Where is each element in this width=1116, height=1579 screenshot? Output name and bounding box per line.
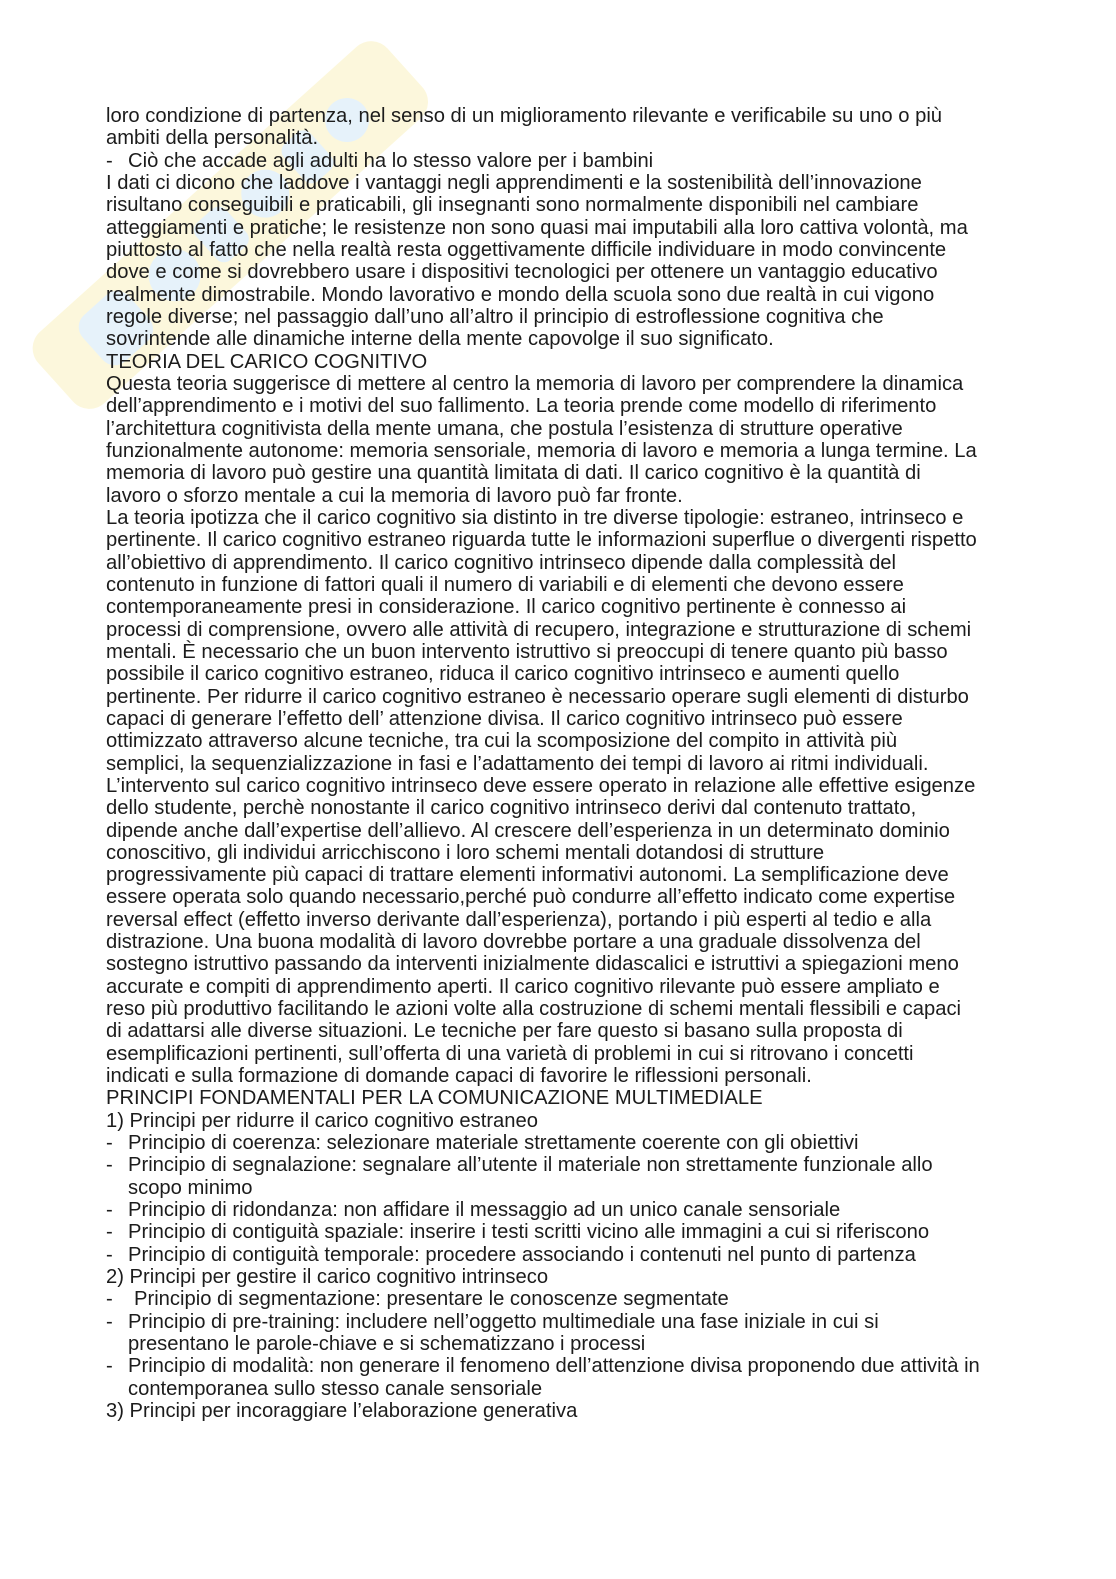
body-line: piuttosto al fatto che nella realtà resta oggettivamente difficile individuare in modo convincente <box>106 238 947 261</box>
list-item-text <box>128 150 653 172</box>
body-line: I dati ci dicono che laddove i vantaggi negli apprendimenti e la sostenibilità dell’innovazione <box>106 171 922 194</box>
list-item <box>106 1288 1106 1310</box>
bullet-marker: - <box>106 1355 113 1378</box>
paragraph-intro <box>106 105 1106 150</box>
paragraph-teachers <box>106 172 1106 351</box>
body-line: reso più produttivo facilitando le azioni volte alla costruzione di schemi mentali flessibili e capaci <box>106 998 962 1021</box>
bullet-marker: - <box>106 1288 113 1311</box>
list-item <box>106 1244 1106 1266</box>
list-item-text <box>128 1199 840 1221</box>
body-line: progressivamente più capaci di trattare elementi informativi autonomi. La semplificazione deve <box>106 864 949 887</box>
body-line: sostegno istruttivo passando da interventi inizialmente didascalici e istruttivi a spiegazioni meno <box>106 953 959 976</box>
body-line: Principio di ridondanza: non affidare il messaggio ad un unico canale sensoriale <box>128 1199 841 1222</box>
body-line: reversal effect (effetto inverso derivante dall’esperienza), portando i più esperti al tedio e alla <box>106 908 932 931</box>
body-line: distrazione. Una buona modalità di lavoro dovrebbe portare a una graduale dissolvenza del <box>106 931 921 954</box>
body-line: dello studente, perchè nonostante il carico cognitivo intrinseco derivi dal contenuto trattato, <box>106 797 917 820</box>
body-line: di adattarsi alle diverse situazioni. Le tecniche per fare questo si basano sulla proposta di <box>106 1020 903 1043</box>
group-label: 2) Principi per gestire il carico cognitivo intrinseco <box>106 1266 549 1289</box>
body-line: mentali. È necessario che un buon intervento istruttivo si preoccupi di tenere quanto più basso <box>106 640 948 663</box>
list-item-text <box>128 1132 859 1154</box>
body-line: dove e come si dovrebbero usare i dispositivi tecnologici per ottenere un vantaggio educativo <box>106 261 938 284</box>
body-line: conoscitivo, gli individui arricchiscono i loro schemi mentali dotandosi di strutture <box>106 841 825 864</box>
document-body <box>106 105 1106 1422</box>
body-line: lavoro o sforzo mentale a cui la memoria di lavoro può far fronte. <box>106 484 683 507</box>
list-item <box>106 1132 1106 1154</box>
section-heading: PRINCIPI FONDAMENTALI PER LA COMUNICAZIONE MULTIMEDIALE <box>106 1087 763 1110</box>
body-line: ambiti della personalità. <box>106 127 319 150</box>
bullet-marker: - <box>106 1132 113 1155</box>
body-line: essere operata solo quando necessario,perché può condurre all’effetto indicato come expertise <box>106 886 956 909</box>
body-line: realmente dimostrabile. Mondo lavorativo e mondo della scuola sono due realtà in cui vigono <box>106 283 935 306</box>
body-line: La teoria ipotizza che il carico cognitivo sia distinto in tre diverse tipologie: estraneo, intrinseco e <box>106 506 964 529</box>
body-line: Principio di segmentazione: presentare le conoscenze segmentate <box>134 1288 729 1311</box>
body-line: indicati e sulla formazione di domande capaci di favorire le riflessioni personali. <box>106 1065 812 1088</box>
paragraph-load-types <box>106 507 1106 1088</box>
group-label: 1) Principi per ridurre il carico cognitivo estraneo <box>106 1109 538 1132</box>
bullet-marker: - <box>106 1310 113 1333</box>
list-item <box>106 1355 1106 1400</box>
principle-group <box>106 1110 1106 1266</box>
body-line: Principio di coerenza: selezionare materiale strettamente coerente con gli obiettivi <box>128 1132 859 1155</box>
body-line: pertinente. Il carico cognitivo estraneo riguarda tutte le informazioni superflue o divergenti rispetto <box>106 529 977 552</box>
bullet-marker: - <box>106 1221 113 1244</box>
body-line: contenuto in funzione di fattori quali il numero di variabili e di elementi che devono essere <box>106 573 904 596</box>
body-line: atteggiamenti e pratiche; le resistenze non sono quasi mai imputabili alla loro cattiva volontà, ma <box>106 216 968 239</box>
body-line: contemporaneamente presi in considerazione. Il carico cognitivo pertinente è connesso ai <box>106 596 907 619</box>
list-item-text <box>128 1311 879 1356</box>
body-line: risultano conseguibili e praticabili, gli insegnanti sono normalmente disponibili nel cambiare <box>106 194 919 217</box>
list-item <box>106 1199 1106 1221</box>
body-line: Ciò che accade agli adulti ha lo stesso valore per i bambini <box>128 149 654 172</box>
body-line: semplici, la sequenzializzazione in fasi e l’adattamento dei tempi di lavoro ai ritmi individuali. <box>106 752 929 775</box>
body-line: possibile il carico cognitivo estraneo, riduca il carico cognitivo intrinseco e aumenti quello <box>106 663 900 686</box>
list-item-text <box>128 1221 929 1243</box>
principle-group <box>106 1266 1106 1400</box>
bullet-marker: - <box>106 149 113 172</box>
body-line: dell’apprendimento e i motivi del suo fallimento. La teoria prende come modello di riferimento <box>106 395 937 418</box>
body-line: regole diverse; nel passaggio dall’uno all’altro il principio di estroflessione cognitiva che <box>106 305 884 328</box>
body-line: L’intervento sul carico cognitivo intrinseco deve essere operato in relazione alle effettive esigenze <box>106 774 976 797</box>
body-line: accurate e compiti di apprendimento aperti. Il carico cognitivo rilevante può essere ampliato e <box>106 975 940 998</box>
body-line: Principio di modalità: non generare il fenomeno dell’attenzione divisa proponendo due attività in <box>128 1355 980 1378</box>
body-line: Principio di contiguità spaziale: inserire i testi scritti vicino alle immagini a cui si riferiscono <box>128 1221 930 1244</box>
body-line: loro condizione di partenza, nel senso di un miglioramento rilevante e verificabile su uno o più <box>106 105 943 127</box>
body-line: all’obiettivo di apprendimento. Il carico cognitivo intrinseco dipende dalla complessità del <box>106 551 897 574</box>
bullet-marker: - <box>106 1243 113 1266</box>
body-line: l’architettura cognitivista della mente umana, che postula l’esistenza di strutture operative <box>106 417 903 440</box>
list-item <box>106 1311 1106 1356</box>
principle-group <box>106 1400 1106 1422</box>
body-line: Principio di contiguità temporale: procedere associando i contenuti nel punto di partenza <box>128 1243 916 1266</box>
list-item-text <box>128 1244 916 1266</box>
bullet-marker: - <box>106 1154 113 1177</box>
body-line: contemporanea sullo stesso canale sensoriale <box>128 1377 543 1400</box>
body-line: Principio di pre-training: includere nell’oggetto multimediale una fase iniziale in cui si <box>128 1310 879 1333</box>
body-line: scopo minimo <box>128 1176 253 1199</box>
list-item-text <box>128 1154 933 1199</box>
body-line: Principio di segnalazione: segnalare all’utente il materiale non strettamente funzionale allo <box>128 1154 933 1177</box>
body-line: presentano le parole-chiave e si schematizzano i processi <box>128 1333 646 1356</box>
list-item-text <box>128 1355 980 1400</box>
list-item-text <box>128 1288 729 1310</box>
body-line: dipende anche dall’expertise dell’allievo. Al crescere dell’esperienza in un determinato dominio <box>106 819 950 842</box>
list-item <box>106 1154 1106 1199</box>
bullet-marker: - <box>106 1199 113 1222</box>
body-line: pertinente. Per ridurre il carico cognitivo estraneo è necessario operare sugli elementi di disturbo <box>106 685 969 708</box>
body-line: Questa teoria suggerisce di mettere al centro la memoria di lavoro per comprendere la dinamica <box>106 372 964 395</box>
body-line: processi di comprensione, ovvero alle attività di recupero, integrazione e strutturazione di schemi <box>106 618 972 641</box>
section-heading: TEORIA DEL CARICO COGNITIVO <box>106 350 428 373</box>
body-line: sovrintende alle dinamiche interne della mente capovolge il suo significato. <box>106 328 774 351</box>
list-item <box>106 1221 1106 1243</box>
body-line: funzionalmente autonome: memoria sensoriale, memoria di lavoro e memoria a lunga termine. La <box>106 439 977 462</box>
body-line: esemplificazioni pertinenti, sull’offerta di una varietà di problemi in cui si ritrovano i concetti <box>106 1042 914 1065</box>
list-item <box>106 150 1106 172</box>
body-line: memoria di lavoro può gestire una quantità limitata di dati. Il carico cognitivo è la quantità di <box>106 462 921 485</box>
body-line: capaci di generare l’effetto dell’ attenzione divisa. Il carico cognitivo intrinseco può essere <box>106 707 903 730</box>
paragraph-theory <box>106 373 1106 507</box>
group-label: 3) Principi per incoraggiare l’elaborazione generativa <box>106 1400 578 1423</box>
body-line: ottimizzato attraverso alcune tecniche, tra cui la scomposizione del compito in attività più <box>106 730 898 753</box>
